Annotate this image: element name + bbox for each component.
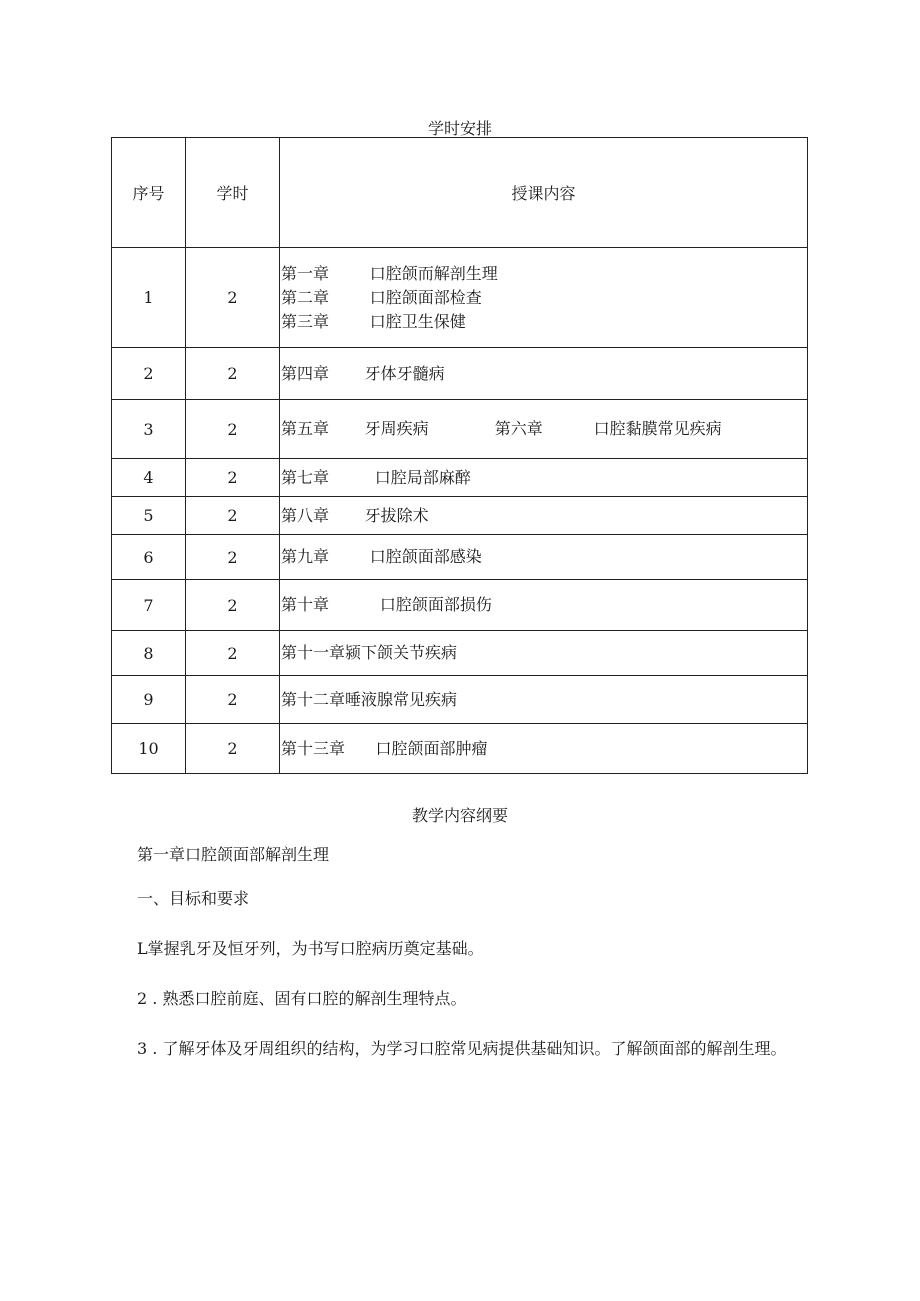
table-row	[112, 535, 808, 580]
table-row	[112, 400, 808, 459]
table-row	[112, 631, 808, 676]
header-content: 授课内容	[280, 138, 808, 248]
row-content	[280, 676, 808, 724]
objective-item: L掌握乳牙及恒牙列，为书写口腔病历奠定基础。	[137, 939, 484, 958]
row-hours: 2	[186, 676, 280, 724]
row-number: 9	[112, 676, 186, 724]
row-content	[280, 459, 808, 497]
row-number: 1	[112, 248, 186, 348]
table-row	[112, 497, 808, 535]
table-row	[112, 724, 808, 774]
row-content-line: 第十三章 口腔颌面部肿瘤	[281, 738, 488, 758]
table-row	[112, 248, 808, 348]
row-content-line: 第五章 牙周疾病 第六章 口腔黏膜常见疾病	[281, 419, 722, 438]
row-content	[280, 631, 808, 676]
row-content-line: 第四章 牙体牙髓病	[281, 363, 445, 383]
table-row	[112, 580, 808, 631]
row-number: 6	[112, 535, 186, 580]
table-title: 学时安排	[427, 119, 492, 138]
row-hours: 2	[186, 724, 280, 774]
row-content-line: 第八章 牙拔除术	[281, 505, 429, 525]
row-number: 5	[112, 497, 186, 535]
row-hours: 2	[186, 631, 280, 676]
row-number: 8	[112, 631, 186, 676]
row-hours: 2	[186, 497, 280, 535]
row-content	[280, 248, 808, 348]
row-hours: 2	[186, 248, 280, 348]
row-number: 7	[112, 580, 186, 631]
row-content-line: 第九章 口腔颌面部感染	[281, 547, 482, 566]
row-number: 4	[112, 459, 186, 497]
row-hours: 2	[186, 580, 280, 631]
table-header-row	[112, 138, 808, 248]
chapter-title: 第一章口腔颌面部解剖生理	[137, 845, 330, 864]
table-row	[112, 348, 808, 400]
row-content-line: 第三章 口腔卫生保健	[281, 311, 466, 331]
row-content-line: 第二章 口腔颌面部检查	[281, 287, 482, 307]
table-row	[112, 676, 808, 724]
row-content-line: 第十一章颍下颌关节疾病	[281, 643, 458, 662]
outline-title: 教学内容纲要	[411, 806, 508, 825]
row-hours: 2	[186, 348, 280, 400]
row-hours: 2	[186, 459, 280, 497]
header-number: 序号	[112, 138, 186, 248]
row-content	[280, 724, 808, 774]
row-number: 10	[112, 724, 186, 774]
row-hours: 2	[186, 535, 280, 580]
header-hours: 学时	[186, 138, 280, 248]
row-content	[280, 580, 808, 631]
row-content-line: 第十二章唾液腺常见疾病	[281, 689, 458, 709]
schedule-table	[111, 137, 808, 774]
row-content	[280, 497, 808, 535]
row-content	[280, 535, 808, 580]
row-number: 2	[112, 348, 186, 400]
row-content-line: 第七章 口腔局部麻醉	[281, 467, 471, 487]
row-content-line: 第一章 口腔颌而解剖生理	[281, 263, 498, 283]
objective-item: 3 . 了解牙体及牙周组织的结构，为学习口腔常见病提供基础知识。了解颌面部的解剖生理。	[137, 1039, 787, 1058]
row-content-line: 第十章 口腔颌面部损伤	[281, 595, 492, 614]
section-title: 一、目标和要求	[137, 889, 250, 908]
row-number: 3	[112, 400, 186, 459]
row-hours: 2	[186, 400, 280, 459]
table-row	[112, 459, 808, 497]
row-content	[280, 400, 808, 459]
row-content	[280, 348, 808, 400]
objective-item: 2 . 熟悉口腔前庭、固有口腔的解剖生理特点。	[137, 989, 467, 1008]
